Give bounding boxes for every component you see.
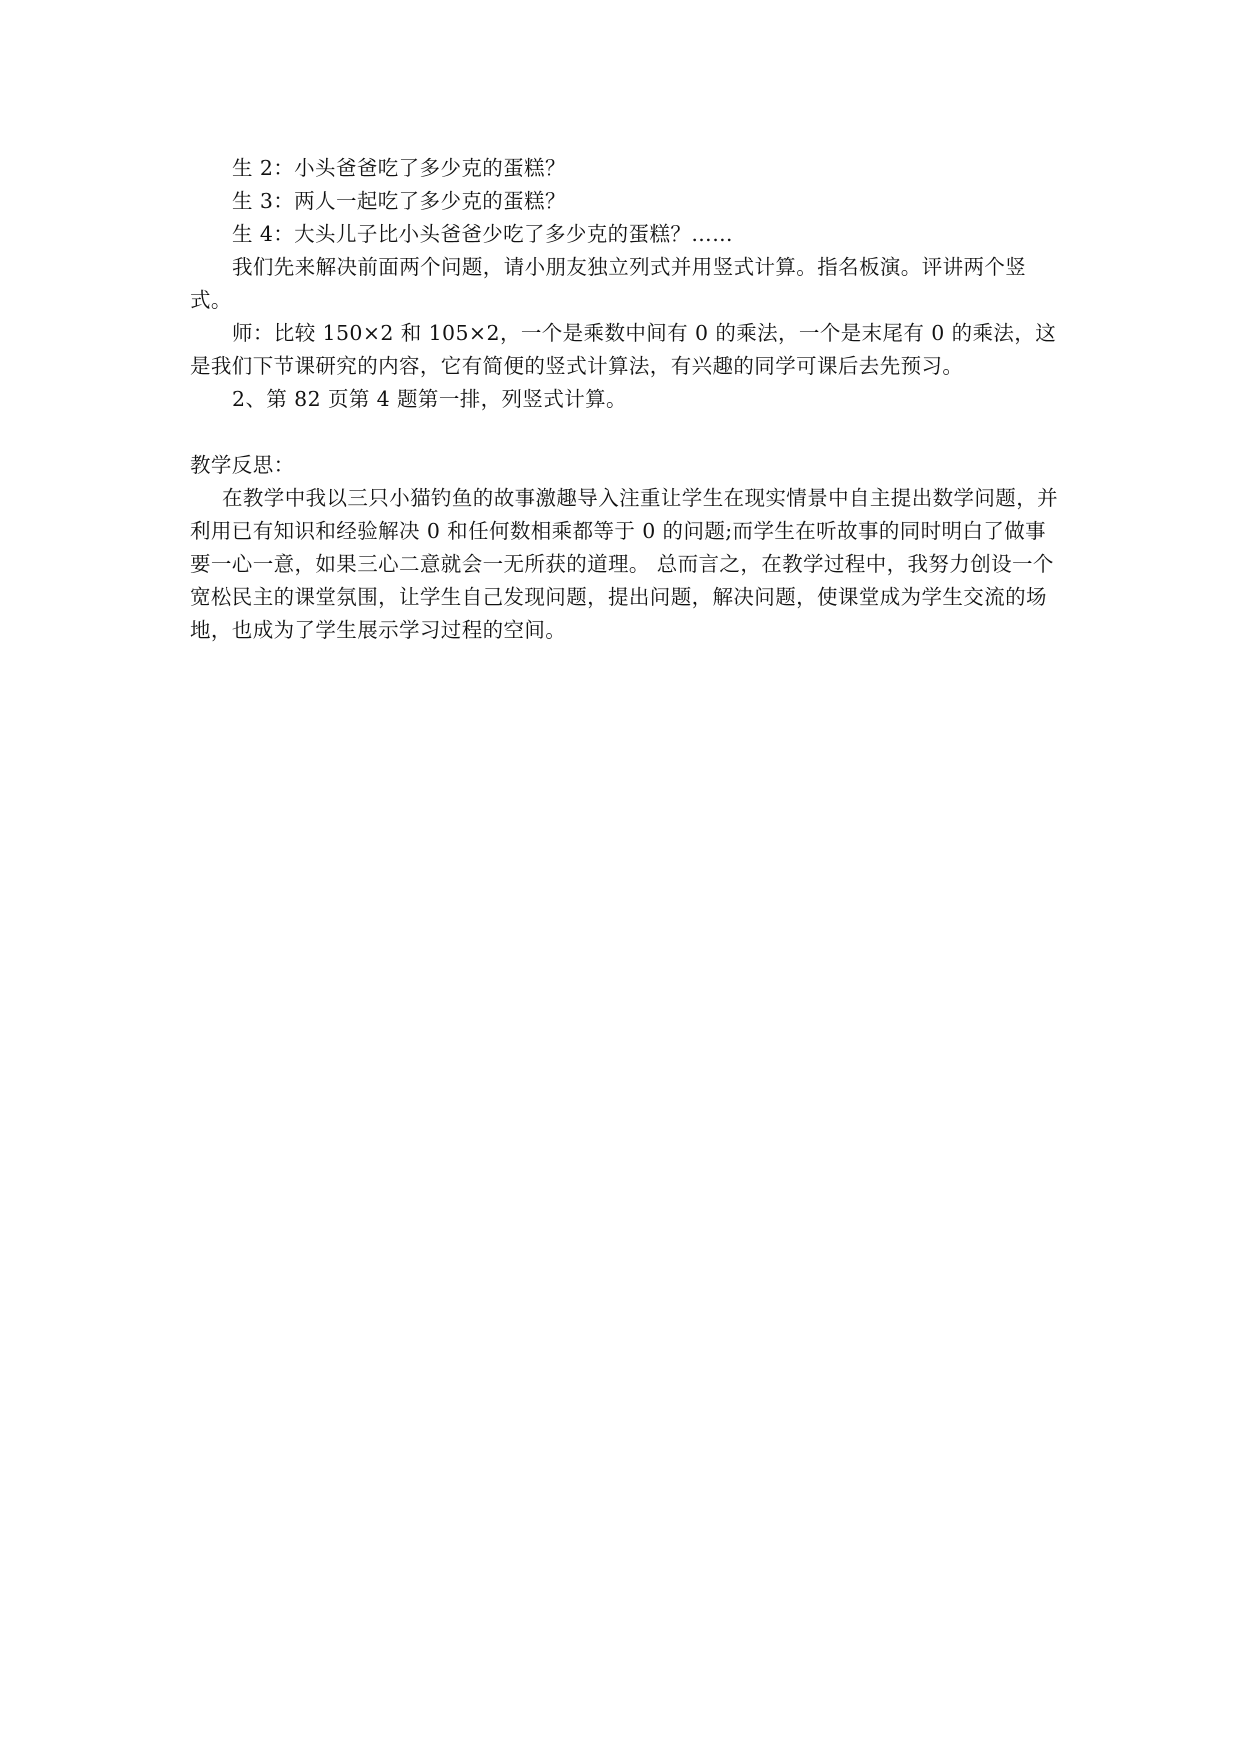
reflection-paragraph: 在教学中我以三只小猫钓鱼的故事激趣导入注重让学生在现实情景中自主提出数学问题，并利用已有知识和经验解决 0 和任何数相乘都等于 0 的问题;而学生在听故事的同时明白了做事要一心一意，如果三心二意就会一无所获的道理。 总而言之，在教学过程中，我努力创设一个宽松民主的课堂氛围，让学生自己发现问题，提出问题，解决问题，使课堂成为学生交流的场地，也成为了学生展示学习过程的空间。 bbox=[190, 486, 1058, 642]
exercise-2-line: 2、第 82 页第 4 题第一排，列竖式计算。 bbox=[232, 387, 627, 411]
solve-first-two-paragraph: 我们先来解决前面两个问题，请小朋友独立列式并用竖式计算。指名板演。评讲两个竖式。 bbox=[190, 255, 1027, 312]
document-body bbox=[190, 152, 1060, 647]
section-spacer bbox=[190, 416, 1060, 449]
student-4-question: 生 4：大头儿子比小头爸爸少吃了多少克的蛋糕？…… bbox=[232, 222, 734, 246]
teacher-compare-paragraph: 师：比较 150×2 和 105×2，一个是乘数中间有 0 的乘法，一个是末尾有 0 的乘法，这是我们下节课研究的内容，它有简便的竖式计算法，有兴趣的同学可课后去先预习。 bbox=[190, 321, 1057, 378]
student-3-question: 生 3：两人一起吃了多少克的蛋糕？ bbox=[232, 189, 566, 213]
student-2-question: 生 2：小头爸爸吃了多少克的蛋糕？ bbox=[232, 156, 566, 180]
reflection-heading: 教学反思： bbox=[190, 453, 295, 477]
